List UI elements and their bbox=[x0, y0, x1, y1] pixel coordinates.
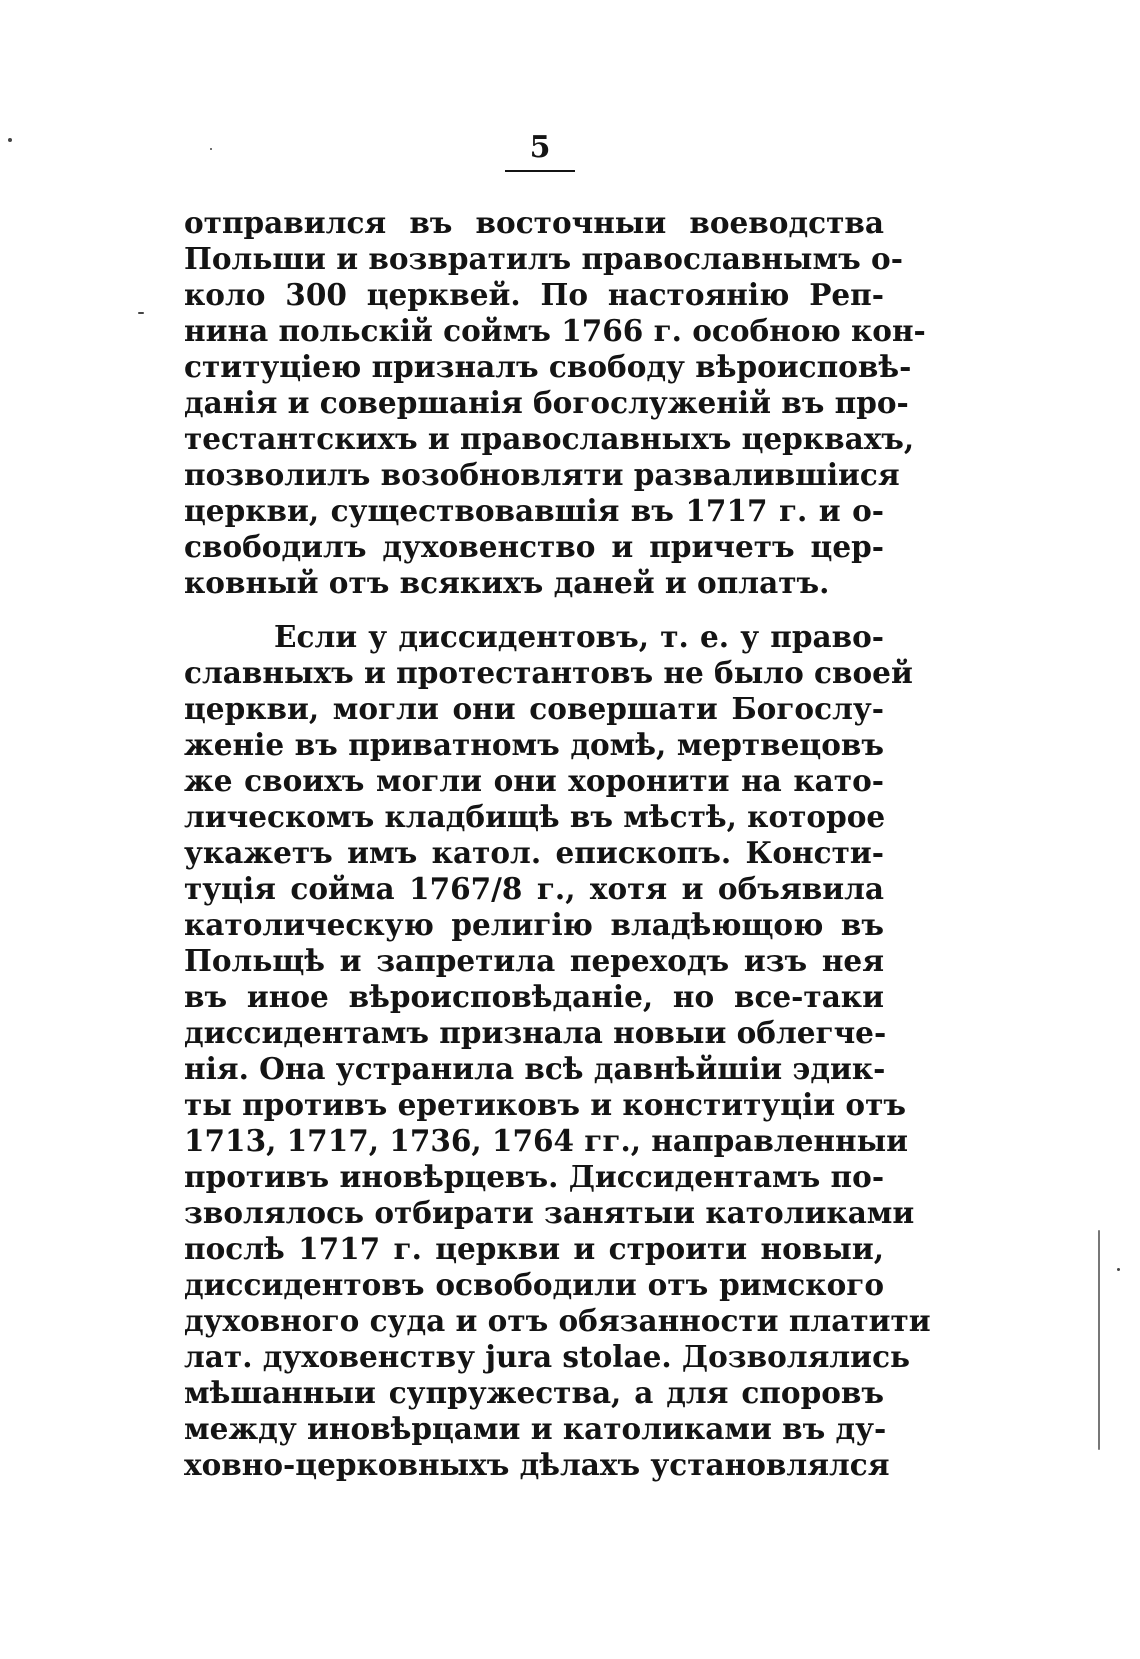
text-line: тестантскихъ и православныхъ церквахъ, bbox=[184, 421, 915, 456]
page-number: 5 bbox=[529, 130, 551, 165]
text-line: послѣ 1717 г. церкви и строити новыи, bbox=[184, 1231, 884, 1266]
scan-speck bbox=[138, 312, 144, 314]
paragraph-gap bbox=[184, 601, 884, 619]
text-line: укажетъ имъ катол. епископъ. Консти- bbox=[184, 835, 884, 870]
text-line: зволялось отбирати занятыи католиками bbox=[184, 1195, 915, 1230]
text-line: свободилъ духовенство и причетъ цер- bbox=[184, 529, 884, 564]
text-line: диссидентамъ признала новыи облегче- bbox=[184, 1015, 887, 1050]
text-line: коло 300 церквей. По настоянію Реп- bbox=[184, 277, 884, 312]
text-line: данія и совершанія богослуженій въ про- bbox=[184, 385, 909, 420]
scan-speck bbox=[1117, 1268, 1120, 1271]
text-line: женіе въ приватномъ домѣ, мертвецовъ bbox=[184, 727, 884, 762]
scan-speck bbox=[210, 148, 212, 150]
text-column bbox=[184, 205, 931, 1483]
text-line: ковный отъ всякихъ даней и оплатъ. bbox=[184, 565, 830, 600]
text-line: славныхъ и протестантовъ не было своей bbox=[184, 655, 913, 690]
text-line: церкви, могли они совершати Богослу- bbox=[184, 691, 884, 726]
text-line: Если у диссидентовъ, т. е. у право- bbox=[274, 619, 884, 654]
text-line: же своихъ могли они хоронити на като- bbox=[184, 763, 884, 798]
text-line: ховно-церковныхъ дѣлахъ установлялся bbox=[184, 1447, 890, 1482]
text-line: мѣшанныи супружества, а для споровъ bbox=[184, 1375, 884, 1410]
text-line: ты противъ еретиковъ и конституціи отъ bbox=[184, 1087, 907, 1122]
text-line: диссидентовъ освободили отъ римского bbox=[184, 1267, 884, 1302]
text-line: нина польскій соймъ 1766 г. особною кон- bbox=[184, 313, 926, 348]
text-line: нія. Она устранила всѣ давнѣйшіи эдик- bbox=[184, 1051, 886, 1086]
text-line: лическомъ кладбищѣ въ мѣстѣ, которое bbox=[184, 799, 886, 834]
text-line: лат. духовенству jura stolae. Дозволялись bbox=[184, 1339, 911, 1374]
text-line: отправился въ восточныи воеводства bbox=[184, 205, 884, 240]
scan-speck bbox=[1098, 1230, 1100, 1450]
text-line: ституціею призналъ свободу вѣроисповѣ- bbox=[184, 349, 912, 384]
text-line: Польщѣ и запретила переходъ изъ нея bbox=[184, 943, 884, 978]
text-line: въ иное вѣроисповѣданіе, но все-таки bbox=[184, 979, 884, 1014]
page-number-rule bbox=[505, 170, 575, 172]
text-line: 1713, 1717, 1736, 1764 гг., направленныи bbox=[184, 1123, 909, 1158]
text-line: церкви, существовавшія въ 1717 г. и о- bbox=[184, 493, 884, 528]
text-line: духовного суда и отъ обязанности платити bbox=[184, 1303, 931, 1338]
text-line: католическую религію владѣющою въ bbox=[184, 907, 884, 942]
paragraph-1 bbox=[184, 205, 926, 601]
text-line: Польши и возвратилъ православнымъ о- bbox=[184, 241, 903, 276]
scan-speck bbox=[8, 138, 12, 142]
text-line: противъ иновѣрцевъ. Диссидентамъ по- bbox=[184, 1159, 885, 1194]
text-line: туція сойма 1767/8 г., хотя и объявила bbox=[184, 871, 884, 906]
text-line: позволилъ возобновляти развалившіися bbox=[184, 457, 900, 492]
text-line: между иновѣрцами и католиками въ ду- bbox=[184, 1411, 887, 1446]
paragraph-2 bbox=[184, 619, 931, 1483]
